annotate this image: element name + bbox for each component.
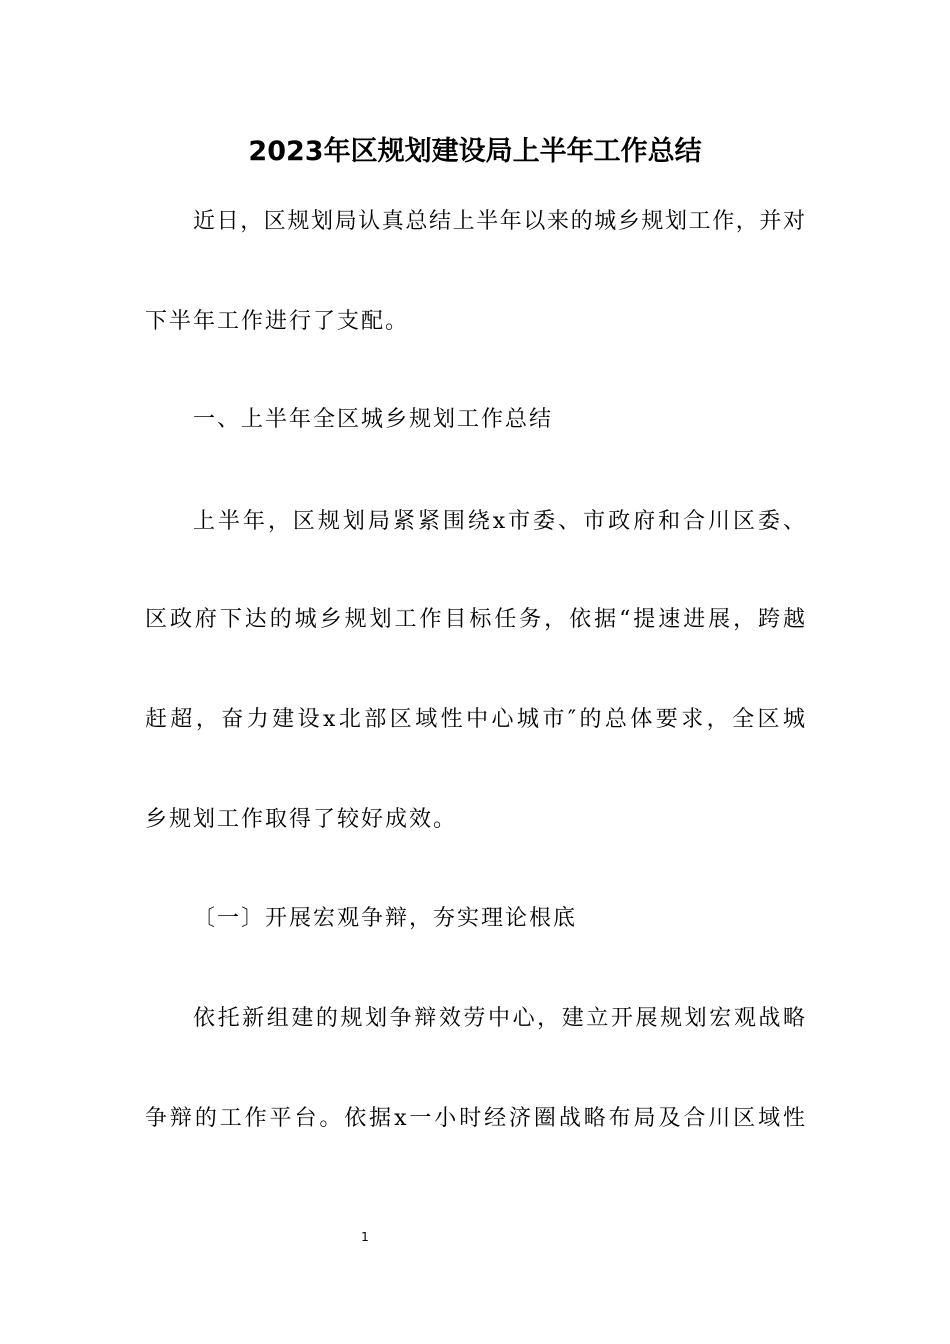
paragraph-line: 近日，区规划局认真总结上半年以来的城乡规划工作，并对 — [193, 209, 805, 234]
document-title: 2023年区规划建设局上半年工作总结 — [248, 136, 702, 167]
paragraph-line: 上半年，区规划局紧紧围绕x市委、市政府和合川区委、 — [193, 509, 805, 534]
paragraph-line: 赶超，奋力建设x北部区域性中心城市″的总体要求，全区城 — [145, 707, 805, 732]
section-heading: 一、上半年全区城乡规划工作总结 — [193, 407, 554, 432]
paragraph-line: 争辩的工作平台。依据x一小时经济圈战略布局及合川区域性 — [145, 1106, 805, 1131]
paragraph-line: 依托新组建的规划争辩效劳中心，建立开展规划宏观战略 — [193, 1006, 805, 1031]
subsection-heading: 〔一〕开展宏观争辩，夯实理论根底 — [193, 906, 578, 931]
paragraph-line: 乡规划工作取得了较好成效。 — [145, 807, 458, 832]
paragraph-line: 下半年工作进行了支配。 — [145, 309, 410, 334]
paragraph-line: 区政府下达的城乡规划工作目标任务，依据“提速进展，跨越 — [145, 607, 805, 632]
page-number: 1 — [361, 1230, 369, 1244]
